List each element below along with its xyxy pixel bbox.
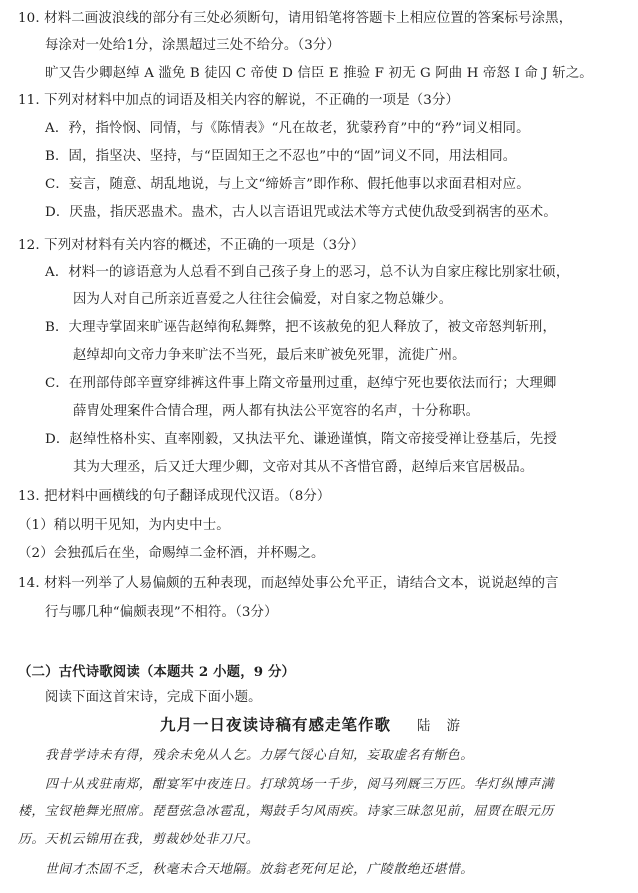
poem-author: 陆 游 <box>417 719 467 734</box>
q14-line-2: 行与哪几种“偏颇表现”不相符。（3分） <box>45 605 278 620</box>
section-heading: （二）古代诗歌阅读（本题共 2 小题，9 分） <box>18 664 296 680</box>
poem-stanza-3: 世间才杰固不乏，秋毫未合天地隔。放翁老死何足论，广陵散绝还堪惜。 <box>45 862 474 877</box>
q11-option-a: A．矜，指怜悯、同情，与《陈情表》“凡在故老，犹蒙矜育”中的“矜”词义相同。 <box>45 121 530 136</box>
poem-title-block <box>160 716 466 736</box>
q10-line-1: 10. 材料二画波浪线的部分有三处必须断句，请用铅笔将答题卡上相应位置的答案标号涂黑， <box>18 11 573 26</box>
poem-stanza-2-line-3: 历。天机云锦用在我，剪裁妙处非刀尺。 <box>18 832 260 847</box>
section-instruction: 阅读下面这首宋诗，完成下面小题。 <box>45 690 262 705</box>
q11-option-b: B．固，指坚决、坚持，与“臣固知王之不忍也”中的“固”词义不同，用法相同。 <box>45 149 517 164</box>
poem-stanza-2-line-2: 楼，宝钗艳舞光照席。琵琶弦急冰雹乱，羯鼓手匀风雨疾。诗家三昧忽见前，屈贾在眼元历 <box>18 804 554 819</box>
q10-line-3: 旷又告少卿赵绰 A 滥免 B 徒囚 C 帝使 D 信臣 E 推验 F 初无 G 阿曲 H 帝怒 I 命 J 斩之。 <box>45 66 593 81</box>
poem-title: 九月一日夜读诗稿有感走笔作歌 <box>160 715 392 734</box>
q14-line-1: 14. 材料一列举了人易偏颇的五种表现，而赵绰处事公允平正，请结合文本，说说赵绰的言 <box>18 576 559 591</box>
q12-option-a-line-1: A．材料一的谚语意为人总看不到自己孩子身上的恶习，总不认为自家庄稼比别家壮硕， <box>45 265 570 280</box>
q13-sentence-2: （2）会独孤后在坐，命赐绰二金杯酒，并杯赐之。 <box>18 546 325 561</box>
q12-option-b-line-1: B．大理寺掌固来旷诬告赵绰徇私舞弊，把不该赦免的犯人释放了，被文帝怒判斩刑， <box>45 320 556 335</box>
poem-stanza-1: 我昔学诗未有得，残余未免从人乞。力孱气馁心自知，妄取虚名有惭色。 <box>45 748 474 763</box>
q13-stem: 13. 把材料中画横线的句子翻译成现代汉语。（8分） <box>18 489 331 504</box>
q12-stem: 12. 下列对材料有关内容的概述，不正确的一项是（3分） <box>18 238 365 253</box>
q12-option-d-line-1: D．赵绰性格朴实、直率刚毅，又执法平允、谦逊谨慎，隋文帝接受禅让登基后，先授 <box>45 432 557 447</box>
q11-stem: 11. 下列对材料中加点的词语及相关内容的解说，不正确的一项是（3分） <box>18 93 460 108</box>
q12-option-a-line-2: 因为人对自己所亲近喜爱之人往往会偏爱，对自家之物总嫌少。 <box>73 292 453 307</box>
q12-option-b-line-2: 赵绰却向文帝力争来旷法不当死，最后来旷被免死罪，流徙广州。 <box>73 348 466 363</box>
q10-line-2: 每涂对一处给1分，涂黑超过三处不给分。（3分） <box>45 38 340 53</box>
q13-sentence-1: （1）稍以明干见知，为内史中士。 <box>18 518 230 533</box>
q11-option-d: D．厌蛊，指厌恶蛊术。蛊术，古人以言语诅咒或法术等方式使仇敌受到祸害的巫术。 <box>45 205 557 220</box>
q12-option-d-line-2: 其为大理丞，后又迁大理少卿，文帝对其从不吝惜官爵，赵绰后来官居极品。 <box>73 460 534 475</box>
q12-option-c-line-2: 薛胄处理案件合情合理，两人都有执法公平宽容的名声，十分称职。 <box>73 404 480 419</box>
poem-stanza-2-line-1: 四十从戎驻南郑，酣宴军中夜连日。打球筑场一千步，阅马列厩三万匹。华灯纵博声满 <box>45 777 555 792</box>
q11-option-c: C．妄言，随意、胡乱地说，与上文“缔娇言”即作称、假托他事以求面君相对应。 <box>45 177 530 192</box>
q12-option-c-line-1: C．在刑部侍郎辛亶穿绯裤这件事上隋文帝量刑过重，赵绰宁死也要依法而行；大理卿 <box>45 376 557 391</box>
